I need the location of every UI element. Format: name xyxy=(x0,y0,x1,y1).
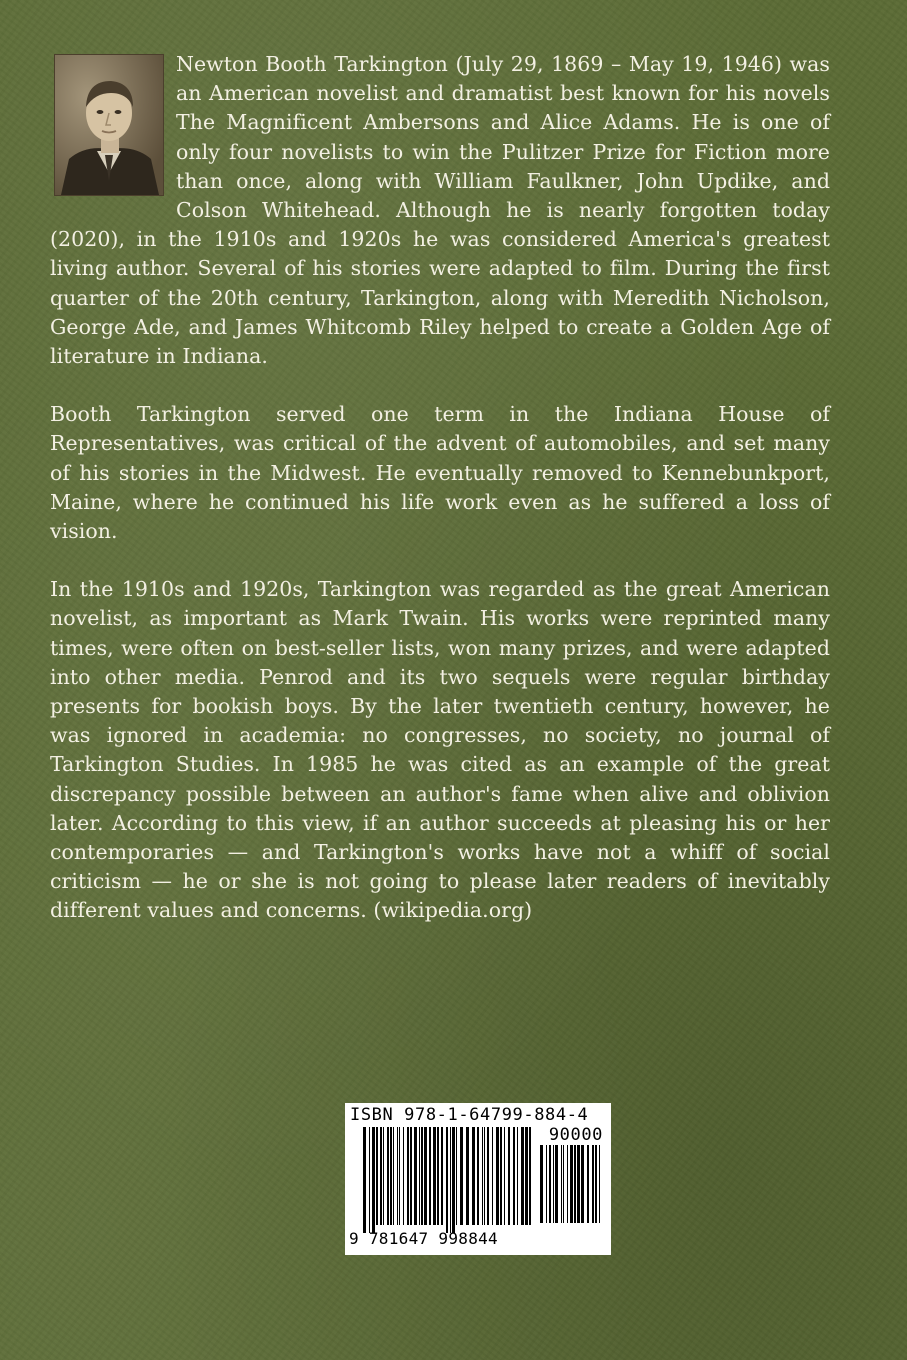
addon-bars xyxy=(540,1145,602,1231)
isbn-barcode xyxy=(345,1103,611,1255)
paragraph-biography xyxy=(50,50,830,371)
isbn-label: ISBN 978-1-64799-884-4 xyxy=(350,1105,589,1125)
ean13-bars xyxy=(363,1127,535,1233)
back-cover-text xyxy=(50,50,830,955)
author-portrait xyxy=(54,54,164,196)
paragraph-legacy: In the 1910s and 1920s, Tarkington was regarded as the great American novelist, as important as Mark Twain. His works were reprinted many times, were often on best-seller lists, won many prizes, and were adapted into other media. Penrod and its two sequels were regular birthday presents for bookish boys. By the later twentieth century, however, he was ignored in academia: no congresses, no society, no journal of Tarkington Studies. In 1985 he was cited as an example of the great discrepancy possible between an author's fame when alive and oblivion later. According to this view, if an author succeeds at pleasing his or her contemporaries — and Tarkington's works have not a whiff of social criticism — he or she is not going to please later readers of inevitably different values and concerns. (wikipedia.org) xyxy=(50,577,830,923)
price-code: 90000 xyxy=(548,1125,603,1145)
ean-digits: 9 781647 998844 xyxy=(349,1229,498,1248)
paragraph-1-text: Newton Booth Tarkington (July 29, 1869 – May 19, 1946) was an American novelist and dramatist best known for his novels The Magnificent Ambersons and Alice Adams. He is one of only four novelists to win the Pulitzer Prize for Fiction more than once, along with William Faulkner, John Updike, and Colson Whitehead. Although he is nearly forgotten today (2020), in the 1910s and 1920s he was considered America's greatest living author. Several of his stories were adapted to film. During the first quarter of the 20th century, Tarkington, along with Meredith Nicholson, George Ade, and James Whitcomb Riley helped to create a Golden Age of literature in Indiana. xyxy=(50,52,830,369)
paragraph-political-career: Booth Tarkington served one term in the Indiana House of Representatives, was critical of the advent of automobiles, and set many of his stories in the Midwest. He eventually removed to Kennebunkport, Maine, where he continued his life work even as he suffered a loss of vision. xyxy=(50,402,830,544)
